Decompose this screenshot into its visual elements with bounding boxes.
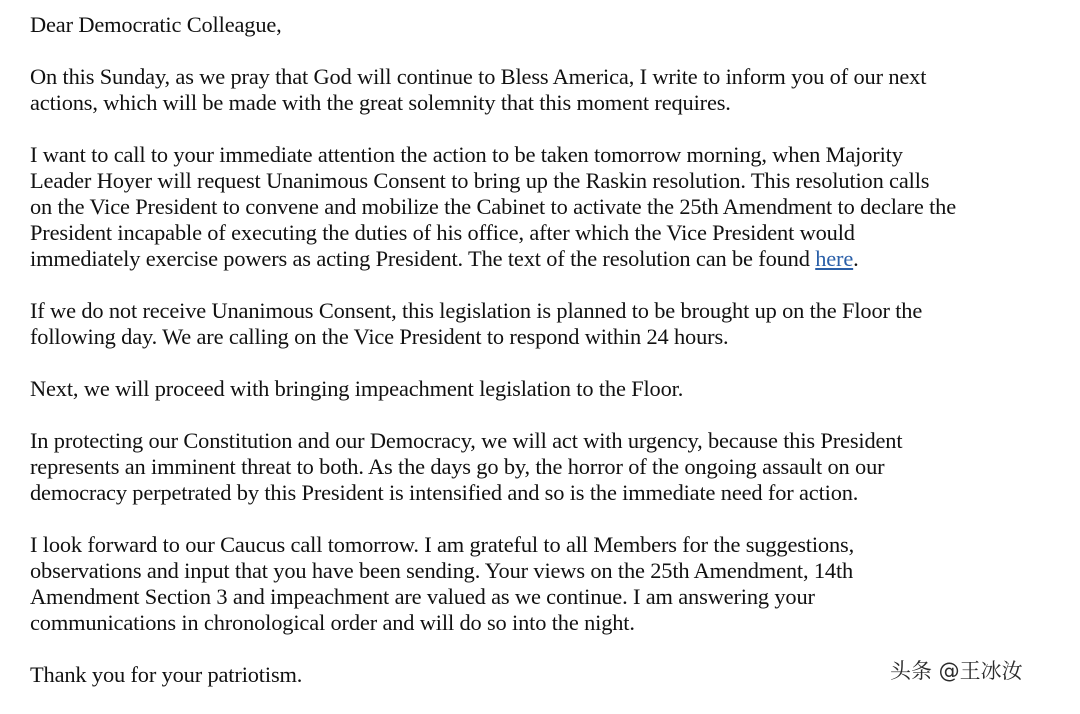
paragraph-5-line-3: democracy perpetrated by this President is intensified and so is the immediate need for action. <box>30 480 859 505</box>
paragraph-5-line-2: represents an imminent threat to both. As the days go by, the horror of the ongoing assault on our <box>30 454 885 479</box>
watermark: 头条 @王冰汝 <box>890 659 1023 683</box>
paragraph-2-line-5-period: . <box>853 246 859 271</box>
paragraph-6-line-2: observations and input that you have been sending. Your views on the 25th Amendment, 14th <box>30 558 854 583</box>
paragraph-2-line-3: on the Vice President to convene and mobilize the Cabinet to activate the 25th Amendment to declare the <box>30 194 957 219</box>
paragraph-2-line-5-text: immediately exercise powers as acting President. The text of the resolution can be found <box>30 246 816 271</box>
paragraph-5-line-1: In protecting our Constitution and our Democracy, we will act with urgency, because this President <box>30 428 903 453</box>
paragraph-6-line-1: I look forward to our Caucus call tomorrow. I am grateful to all Members for the suggestions, <box>30 532 855 557</box>
letter-body <box>30 12 1070 714</box>
salutation <box>30 12 1070 38</box>
closing-line: Thank you for your patriotism. <box>30 662 303 687</box>
paragraph-1 <box>30 64 1070 116</box>
paragraph-1-line-1: On this Sunday, as we pray that God will continue to Bless America, I write to inform you of our next <box>30 64 927 89</box>
paragraph-6-line-3: Amendment Section 3 and impeachment are valued as we continue. I am answering your <box>30 584 815 609</box>
paragraph-3-line-1: If we do not receive Unanimous Consent, this legislation is planned to be brought up on the Floor the <box>30 298 923 323</box>
paragraph-4-line-1: Next, we will proceed with bringing impeachment legislation to the Floor. <box>30 376 684 401</box>
paragraph-6-line-4: communications in chronological order and will do so into the night. <box>30 610 635 635</box>
paragraph-1-line-2: actions, which will be made with the great solemnity that this moment requires. <box>30 90 731 115</box>
paragraph-2-line-1: I want to call to your immediate attention the action to be taken tomorrow morning, when Majority <box>30 142 903 167</box>
paragraph-2-line-4: President incapable of executing the duties of his office, after which the Vice President would <box>30 220 855 245</box>
salutation-text: Dear Democratic Colleague, <box>30 12 282 37</box>
paragraph-3 <box>30 298 1070 350</box>
paragraph-4 <box>30 376 1070 402</box>
resolution-text-link[interactable]: here <box>815 246 854 271</box>
paragraph-2 <box>30 142 1070 272</box>
paragraph-3-line-2: following day. We are calling on the Vice President to respond within 24 hours. <box>30 324 729 349</box>
paragraph-5 <box>30 428 1070 506</box>
paragraph-2-line-5 <box>30 246 1070 272</box>
paragraph-2-line-2: Leader Hoyer will request Unanimous Consent to bring up the Raskin resolution. This resolution calls <box>30 168 930 193</box>
paragraph-6 <box>30 532 1070 636</box>
